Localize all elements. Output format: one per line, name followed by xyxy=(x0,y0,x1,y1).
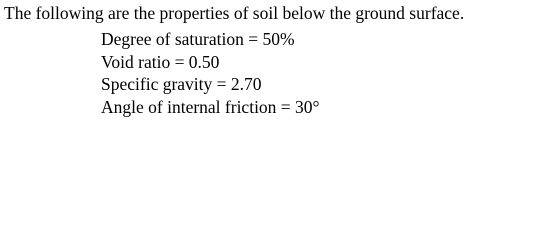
specific-gravity: Specific gravity = 2.70 xyxy=(101,74,262,94)
degree-of-saturation: Degree of saturation = 50% xyxy=(101,29,295,49)
angle-of-internal-friction: Angle of internal friction = 30° xyxy=(101,96,320,117)
soil-properties-list xyxy=(101,28,320,118)
void-ratio: Void ratio = 0.50 xyxy=(101,51,220,72)
intro-sentence: The following are the properties of soil below the ground surface. xyxy=(4,3,465,23)
